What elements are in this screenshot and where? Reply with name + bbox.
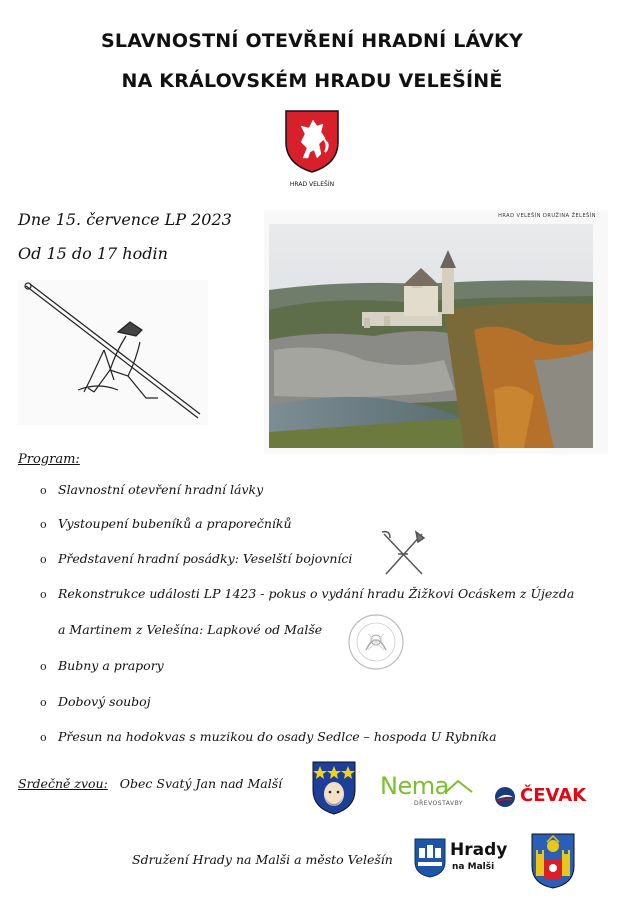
hrady-logo-subtitle: na Malši xyxy=(452,862,495,872)
invite-org: Obec Svatý Jan nad Malší xyxy=(119,776,283,791)
round-stamp-icon xyxy=(346,612,406,672)
program-item-text: Dobový souboj xyxy=(58,694,151,709)
hrady-na-malsi-logo xyxy=(414,838,510,880)
program-item-text: Bubny a prapory xyxy=(58,658,164,673)
event-date: Dne 15. července LP 2023 xyxy=(18,210,232,229)
program-item-text: Představení hradní posádky: Veselští bojovníci xyxy=(58,551,353,566)
invite-line xyxy=(18,776,282,791)
program-item-text: Přesun na hodokvas s muzikou do osady Sedlce – hospoda U Rybníka xyxy=(58,729,497,744)
cevak-text: ČEVAK xyxy=(520,785,587,806)
organizers-line: Sdružení Hrady na Malši a město Velešín xyxy=(132,852,393,867)
bullet: o xyxy=(40,588,47,601)
program-item-3 xyxy=(40,551,352,566)
crossed-weapons-icon xyxy=(378,528,428,580)
page-title-line1: SLAVNOSTNÍ OTEVŘENÍ HRADNÍ LÁVKY xyxy=(101,30,523,52)
event-time: Od 15 do 17 hodin xyxy=(18,244,168,263)
bullet: o xyxy=(40,553,47,566)
program-item-text: Slavnostní otevření hradní lávky xyxy=(58,482,264,497)
bullet: o xyxy=(40,518,47,531)
invite-label: Srdečně zvou: xyxy=(18,776,108,791)
program-item-5 xyxy=(40,658,164,673)
program-item-text: Vystoupení bubeníků a praporečníků xyxy=(58,516,292,531)
castle-landscape-icon xyxy=(264,210,608,454)
hrady-logo-text: Hrady xyxy=(450,840,508,860)
castle-photo xyxy=(264,210,608,454)
bullet: o xyxy=(40,731,47,744)
cevak-drop-icon xyxy=(494,786,516,808)
program-item-2 xyxy=(40,516,292,531)
nema-logo xyxy=(380,772,480,810)
saint-crest-icon xyxy=(311,760,357,816)
program-item-4-continuation: a Martinem z Velešína: Lapkové od Malše xyxy=(58,622,323,637)
program-item-1 xyxy=(40,482,263,497)
town-crest-icon xyxy=(530,832,576,890)
nema-subtitle: DŘEVOSTAVBY xyxy=(414,800,464,807)
program-item-6 xyxy=(40,694,151,709)
musketeer-sketch-icon xyxy=(18,280,208,425)
nema-roof-icon xyxy=(444,778,474,794)
photo-caption: HRAD VELEŠÍN DRUŽINA ŽELEŠÍN xyxy=(498,213,596,219)
castle-shield-icon xyxy=(414,838,446,878)
lapkove-stamp xyxy=(346,612,406,672)
svaty-jan-crest xyxy=(311,760,357,816)
velesin-crest xyxy=(283,108,341,188)
soldier-sketch xyxy=(18,280,208,425)
velesin-town-crest xyxy=(530,832,576,890)
program-item-4 xyxy=(40,586,574,601)
program-item-7 xyxy=(40,729,497,744)
program-heading: Program: xyxy=(18,452,80,467)
page-title-line2: NA KRÁLOVSKÉM HRADU VELEŠÍNĚ xyxy=(121,70,503,92)
lion-crest-icon xyxy=(283,108,341,174)
bullet: o xyxy=(40,696,47,709)
program-item-text: Rekonstrukce události LP 1423 - pokus o vydání hradu Žižkovi Ocáskem z Újezda xyxy=(58,586,575,601)
bullet: o xyxy=(40,484,47,497)
cevak-logo xyxy=(494,784,590,812)
crest-caption: HRAD VELEŠÍN xyxy=(289,181,335,188)
nema-logo-text: Nema xyxy=(380,772,449,800)
crossed-weapons-emblem xyxy=(378,528,428,580)
bullet: o xyxy=(40,660,47,673)
